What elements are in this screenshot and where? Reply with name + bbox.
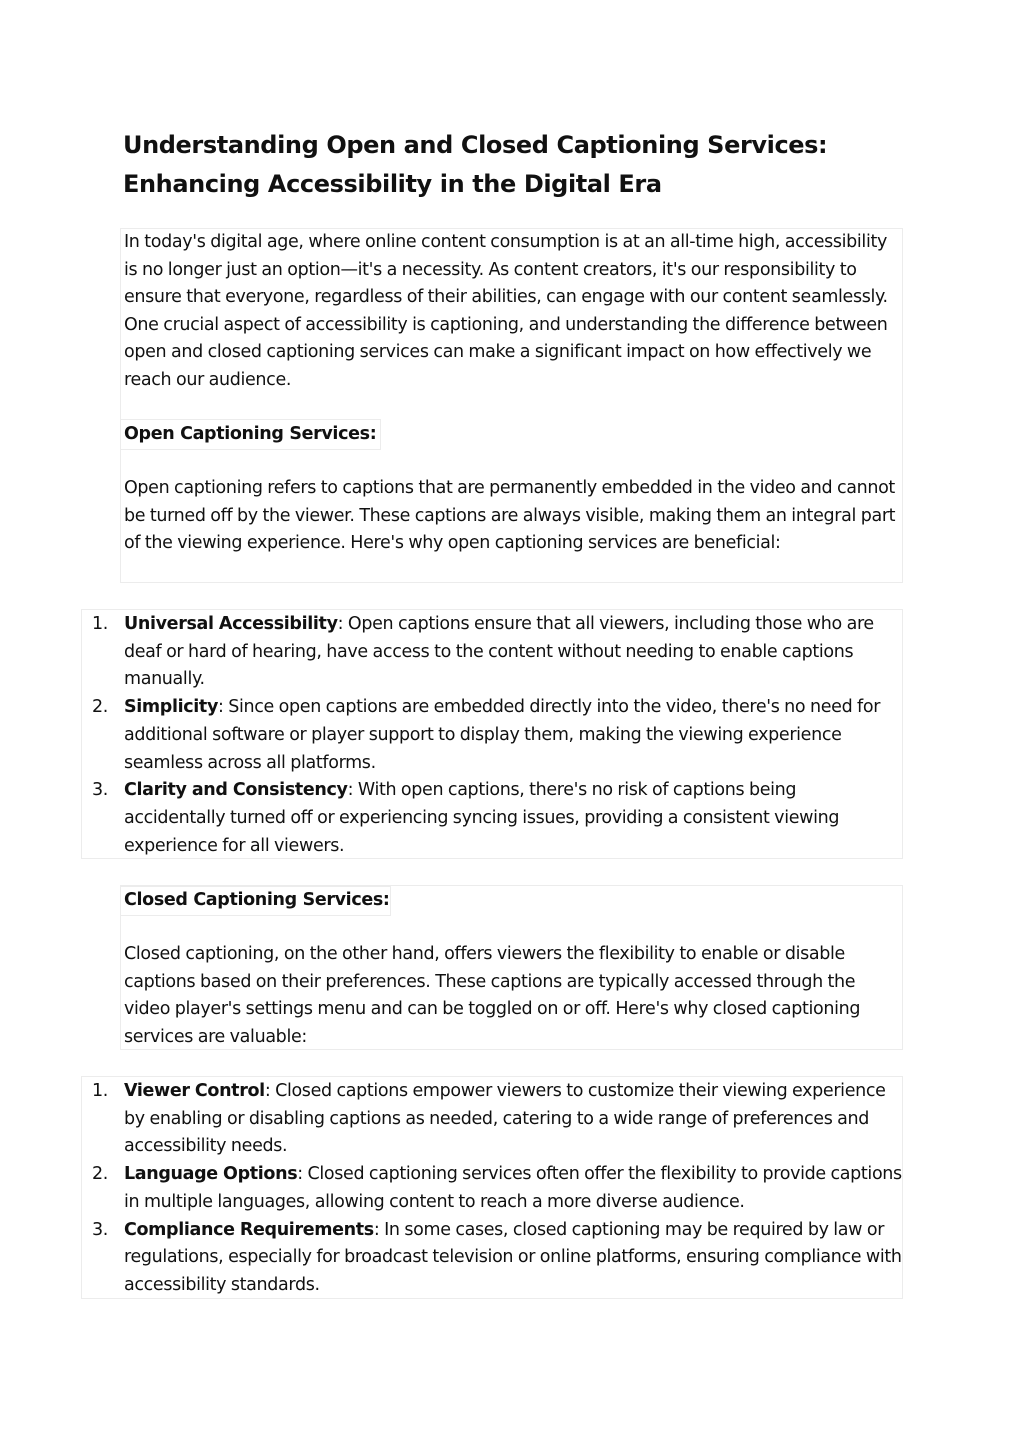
list-item <box>82 777 902 860</box>
list-number: 3. <box>92 780 108 801</box>
benefit-text: : With open captions, there's no risk of captions being accidentally turned off or experiencing syncing issues, providing a consistent viewing experience for all viewers. <box>124 780 840 856</box>
open-benefits-list <box>82 611 902 860</box>
benefit-text: : Open captions ensure that all viewers, including those who are deaf or hard of hearing, have access to the content without needing to enable captions manually. <box>124 614 874 690</box>
list-item <box>82 694 902 777</box>
page-title: Understanding Open and Closed Captioning Services: Enhancing Accessibility in the Digital Era <box>123 131 828 198</box>
list-item <box>82 1217 902 1300</box>
open-captioning-description: Open captioning refers to captions that are permanently embedded in the video and cannot be turned off by the viewer. These captions are always visible, making them an integral part of the viewing experience. Here's why open captioning services are beneficial: <box>124 478 896 553</box>
benefit-text: : Closed captions empower viewers to customize their viewing experience by enabling or disabling captions as needed, catering to a wide range of preferences and accessibility needs. <box>124 1081 886 1157</box>
list-number: 2. <box>92 697 108 718</box>
benefit-term: Clarity and Consistency <box>124 780 348 801</box>
closed-captioning-heading: Closed Captioning Services: <box>124 890 390 910</box>
benefit-term: Compliance Requirements <box>124 1219 374 1240</box>
list-number: 1. <box>92 614 108 634</box>
benefit-term: Viewer Control <box>124 1081 265 1101</box>
benefit-term: Language Options <box>124 1164 298 1185</box>
list-number: 1. <box>92 1081 108 1101</box>
benefit-text: : Since open captions are embedded directly into the video, there's no need for additional software or player support to display them, making the viewing experience seamless across all platforms. <box>124 697 881 773</box>
open-captioning-heading: Open Captioning Services: <box>124 424 377 444</box>
list-item <box>82 611 902 694</box>
closed-benefits-list <box>82 1078 902 1300</box>
benefit-text: : Closed captioning services often offer the flexibility to provide captions in multiple languages, allowing content to reach a more diverse audience. <box>124 1164 902 1212</box>
list-item <box>82 1161 902 1216</box>
closed-captioning-description: Closed captioning, on the other hand, offers viewers the flexibility to enable or disable captions based on their preferences. These captions are typically accessed through the video player's settings menu and can be toggled on or off. Here's why closed captioning services are valuable: <box>124 944 861 1047</box>
benefit-term: Universal Accessibility <box>124 614 338 634</box>
benefit-term: Simplicity <box>124 697 219 718</box>
intro-paragraph: In today's digital age, where online content consumption is at an all-time high, accessibility is no longer just an option—it's a necessity. As content creators, it's our responsibility to ensure that everyone, regardless of their abilities, can engage with our content seamlessly. One crucial aspect of accessibility is captioning, and understanding the difference between open and closed captioning services can make a significant impact on how effectively we reach our audience. <box>124 232 888 390</box>
list-item <box>82 1078 902 1161</box>
list-number: 3. <box>92 1219 108 1240</box>
benefit-text: : In some cases, closed captioning may be required by law or regulations, especially for broadcast television or online platforms, ensuring compliance with accessibility standards. <box>124 1219 902 1295</box>
list-number: 2. <box>92 1164 108 1185</box>
